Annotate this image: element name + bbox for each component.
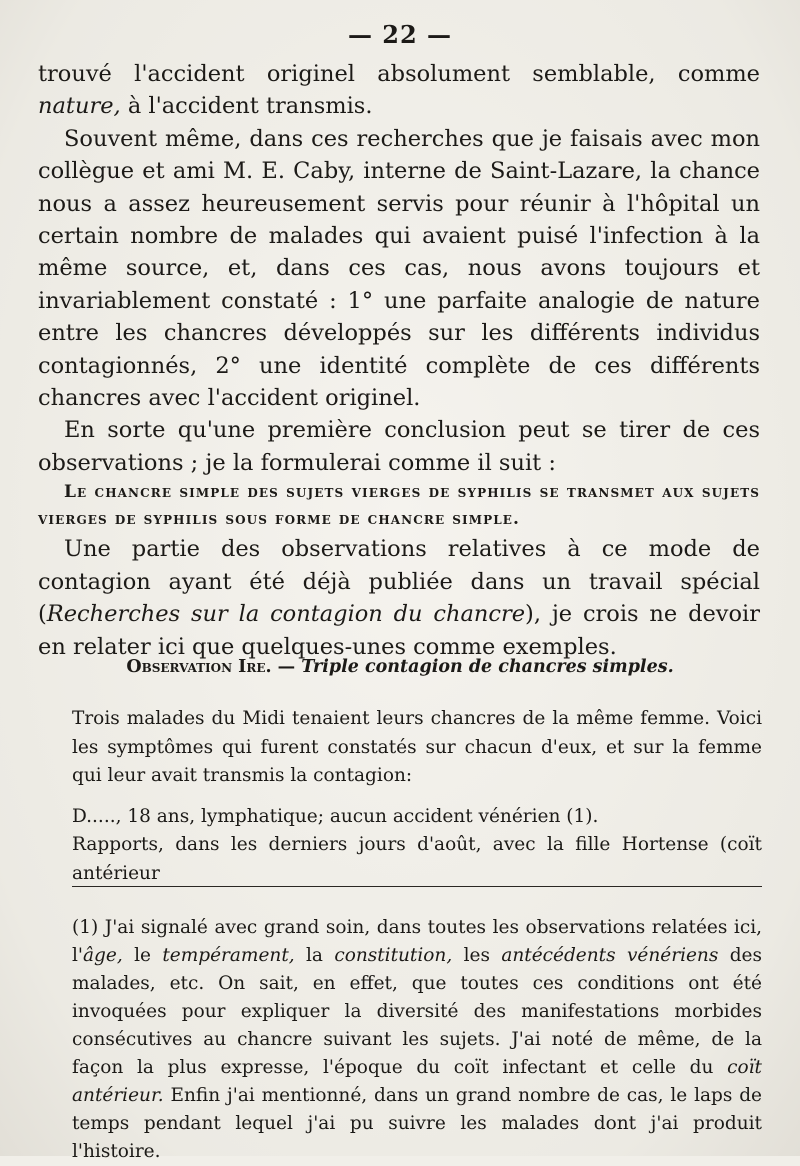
footnote-part-2: le xyxy=(122,945,163,966)
footnote-divider xyxy=(72,886,762,887)
paragraph-2: Souvent même, dans ces recherches que je faisais avec mon collègue et ami M. E. Caby, interne de Saint-Lazare, la chance nous a assez heureusement servis pour réunir à l'hôpital un certain nombre de malades qui avaient puisé l'infection à la même source, et, dans ces cas, nous avons toujours et invariablement constaté : 1° une parfaite analogie de nature entre les chancres développés sur les différents individus contagionnés, 2° une identité complète de ces différents chancres avec l'accident originel. xyxy=(38,125,760,412)
paragraph-1 xyxy=(38,58,760,123)
footnote-em-constitution: constitution, xyxy=(334,945,453,966)
paragraph-3: En sorte qu'une première conclusion peut se tirer de ces observations ; je la formulerai comme il suit : xyxy=(38,417,760,476)
paragraph-4-text-b: ), je crois ne devoir en relater ici que quelques-unes comme exemples. xyxy=(38,601,760,660)
footnote xyxy=(72,914,762,1166)
paragraph-4-citation: Recherches sur la contagion du chancre xyxy=(46,601,526,628)
footnote-em-coit: coït antérieur. xyxy=(72,1057,762,1106)
observation-label: Observation Ire. — xyxy=(126,657,296,677)
observation-text xyxy=(72,705,762,888)
observation-title: Triple contagion de chancres simples. xyxy=(301,657,674,677)
footnote-em-temperament: tempérament, xyxy=(162,945,295,966)
footnote-part-5: des malades, etc. On sait, en effet, que toutes ces conditions ont été invoquées pour expliquer la diversité des manifestations morbides consécutives au chancre suivant les sujets. J'ai noté de même, de la façon la plus expresse, l'époque du coït infectant et celle du xyxy=(72,945,762,1078)
footnote-part-4: les xyxy=(452,945,502,966)
footnote-em-antecedents: antécédents vénériens xyxy=(501,945,719,966)
paragraph-4 xyxy=(38,533,760,663)
footnote-part-6: Enfin j'ai mentionné, dans un grand nombre de cas, le laps de temps pendant lequel j'ai pu suivre les malades dont j'ai produit l'histoire. xyxy=(72,1085,762,1162)
main-text xyxy=(38,58,760,663)
footnote-em-age: âge, xyxy=(83,945,123,966)
footnote-part-3: la xyxy=(294,945,335,966)
observation-heading xyxy=(0,657,800,677)
paragraph-1-emphasis: nature, xyxy=(38,93,121,120)
observation-intro: Trois malades du Midi tenaient leurs chancres de la même femme. Voici les symptômes qui furent constatés sur chacun d'eux, et sur la femme qui leur avait transmis la contagion: xyxy=(72,708,762,786)
conclusion-statement: Le chancre simple des sujets vierges de syphilis se transmet aux sujets vierges de syphilis sous forme de chancre simple. xyxy=(38,482,760,530)
page-number: — 22 — xyxy=(347,20,453,49)
footnote-text xyxy=(72,914,762,1166)
paragraph-1-text-a: trouvé l'accident originel absolument semblable, comme xyxy=(38,61,760,87)
paragraph-4-text-a: Une partie des observations relatives à ce mode de contagion ayant été déjà publiée dans un travail spécial ( xyxy=(38,536,760,628)
footnote-part-1: (1) J'ai signalé avec grand soin, dans toutes les observations relatées ici, l' xyxy=(72,917,762,966)
paragraph-1-text-b: à l'accident transmis. xyxy=(120,93,373,120)
observation-patient-line: D....., 18 ans, lymphatique; aucun accident vénérien (1). xyxy=(72,805,599,827)
observation-rapports-line: Rapports, dans les derniers jours d'août, avec la fille Hortense (coït antérieur xyxy=(72,834,762,884)
